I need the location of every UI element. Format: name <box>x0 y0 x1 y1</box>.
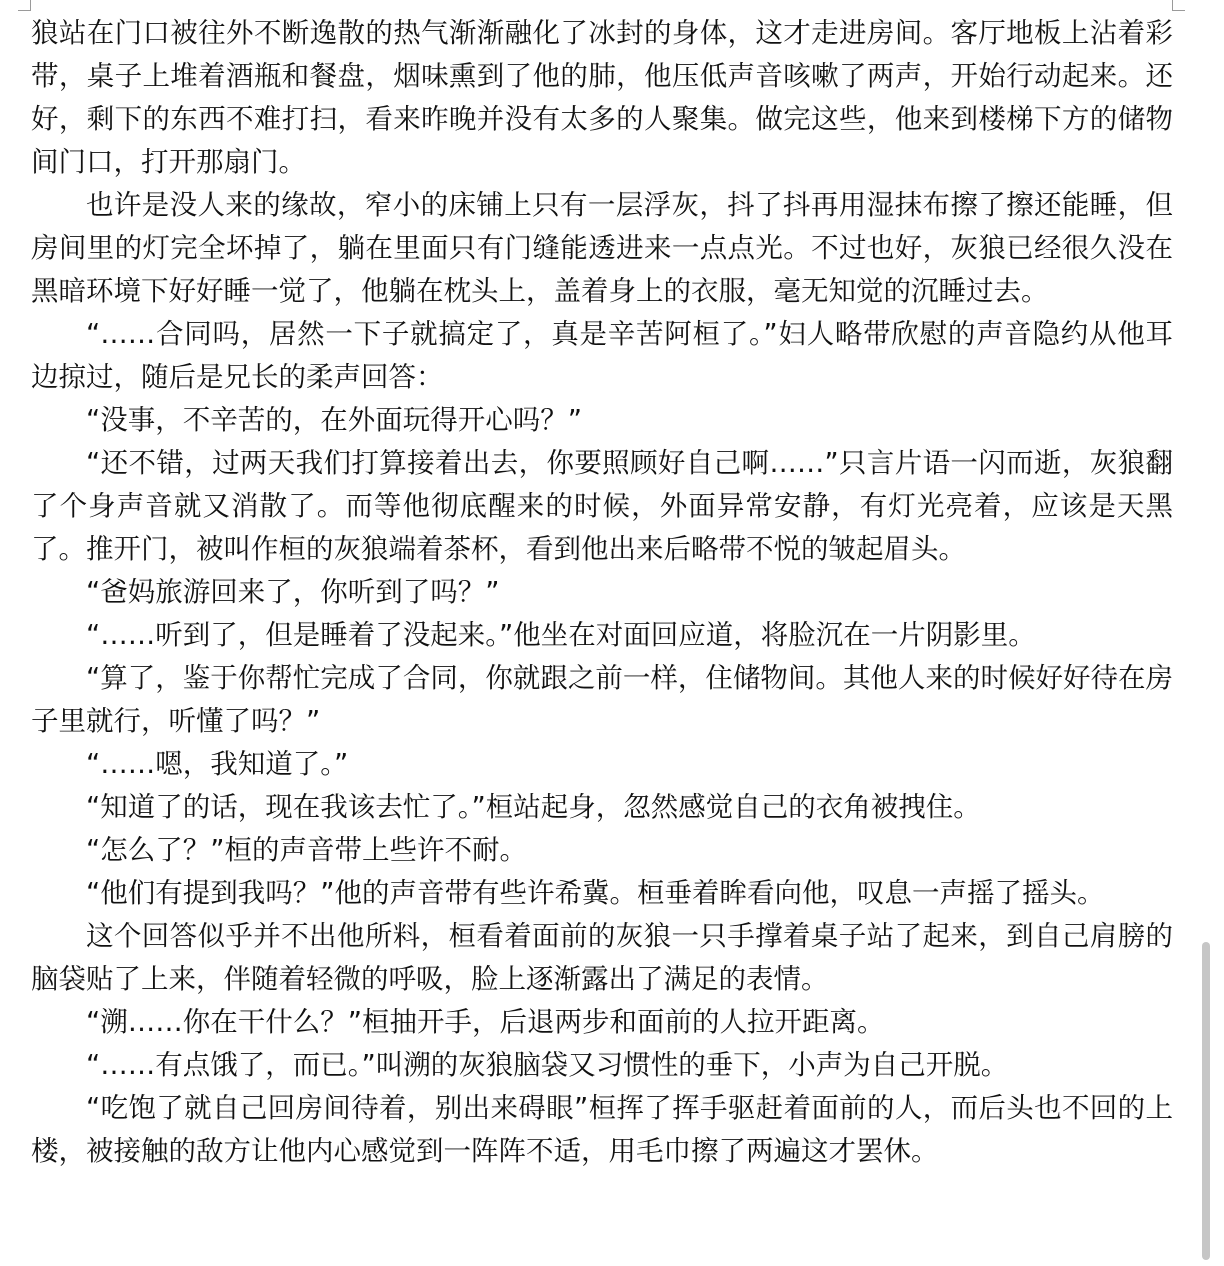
paragraph: “……听到了，但是睡着了没起来。”他坐在对面回应道，将脸沉在一片阴影里。 <box>86 619 1036 651</box>
paragraph: “吃饱了就自己回房间待着，别出来碍眼”桓挥了挥手驱赶着面前的人，而后头也不回的上楼，被接触的敌方让他内心感觉到一阵阵不适，用毛巾擦了两遍这才罢休。 <box>31 1092 1173 1167</box>
page-corner-mark-right <box>1172 0 1185 11</box>
paragraph: “爸妈旅游回来了，你听到了吗？” <box>86 576 500 608</box>
paragraph: “知道了的话，现在我该去忙了。”桓站起身，忽然感觉自己的衣角被拽住。 <box>86 791 981 823</box>
paragraph: “溯……你在干什么？”桓抽开手，后退两步和面前的人拉开距离。 <box>86 1006 885 1038</box>
paragraph: “还不错，过两天我们打算接着出去，你要照顾好自己啊……”只言片语一闪而逝，灰狼翻了个身声音就又消散了。而等他彻底醒来的时候，外面异常安静，有灯光亮着，应该是天黑了。推开门，被叫作桓的灰狼端着茶杯，看到他出来后略带不悦的皱起眉头。 <box>31 447 1173 565</box>
paragraph: 狼站在门口被往外不断逸散的热气渐渐融化了冰封的身体，这才走进房间。客厅地板上沾着彩带，桌子上堆着酒瓶和餐盘，烟味熏到了他的肺，他压低声音咳嗽了两声，开始行动起来。还好，剩下的东西不难打扫，看来昨晚并没有太多的人聚集。做完这些，他来到楼梯下方的储物间门口，打开那扇门。 <box>31 17 1173 178</box>
scrollbar-thumb[interactable] <box>1202 942 1210 1260</box>
paragraph: “……有点饿了，而已。”叫溯的灰狼脑袋又习惯性的垂下，小声为自己开脱。 <box>86 1049 1009 1081</box>
paragraph: “他们有提到我吗？”他的声音带有些许希冀。桓垂着眸看向他，叹息一声摇了摇头。 <box>86 877 1105 909</box>
page-corner-mark-left <box>18 0 31 11</box>
paragraph: 这个回答似乎并不出他所料，桓看着面前的灰狼一只手撑着桌子站了起来，到自己肩膀的脑袋贴了上来，伴随着轻微的呼吸，脸上逐渐露出了满足的表情。 <box>31 920 1173 995</box>
paragraph: “怎么了？”桓的声音带上些许不耐。 <box>86 834 527 866</box>
paragraph: “没事，不辛苦的，在外面玩得开心吗？” <box>86 404 582 436</box>
paragraph: “……合同吗，居然一下子就搞定了，真是辛苦阿桓了。”妇人略带欣慰的声音隐约从他耳边掠过，随后是兄长的柔声回答： <box>31 318 1173 393</box>
document-body <box>31 12 1173 1173</box>
paragraph: “……嗯，我知道了。” <box>86 748 349 780</box>
paragraph: “算了，鉴于你帮忙完成了合同，你就跟之前一样，住储物间。其他人来的时候好好待在房子里就行，听懂了吗？” <box>31 662 1173 737</box>
paragraph: 也许是没人来的缘故，窄小的床铺上只有一层浮灰，抖了抖再用湿抹布擦了擦还能睡，但房间里的灯完全坏掉了，躺在里面只有门缝能透进来一点点光。不过也好，灰狼已经很久没在黑暗环境下好好睡一觉了，他躺在枕头上，盖着身上的衣服，毫无知觉的沉睡过去。 <box>31 189 1173 307</box>
